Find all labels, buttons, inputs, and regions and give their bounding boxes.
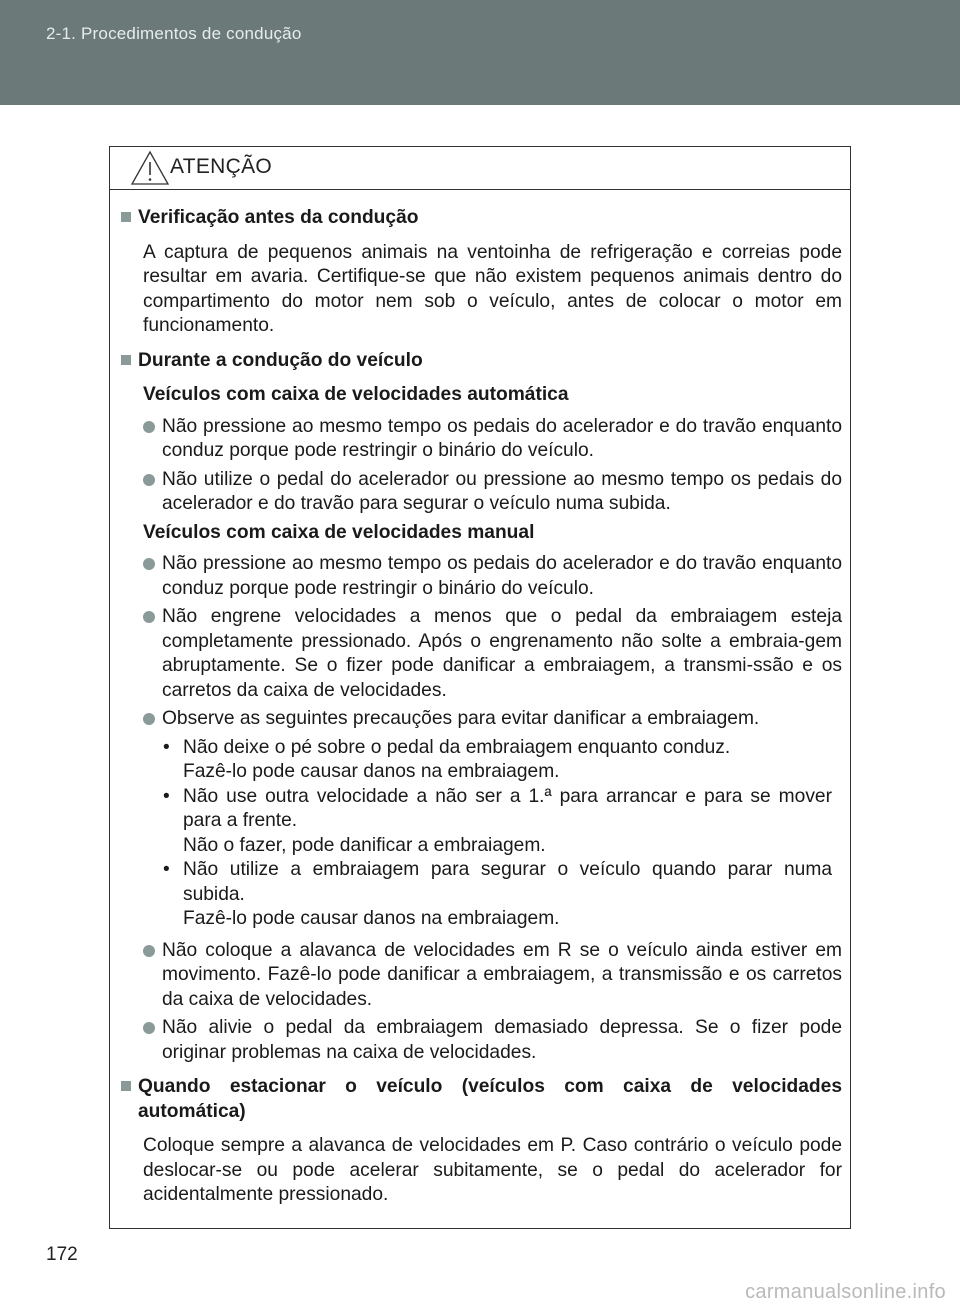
list-item: Não utilize o pedal do acelerador ou pressione ao mesmo tempo os pedais do acelerador e do travão para segurar o veículo numa subida. bbox=[143, 468, 842, 517]
sub-list-item: • Não use outra velocidade a não ser a 1.ª para arrancar e para se mover para a frente. Não o fazer, pode danificar a embraiagem. bbox=[163, 785, 832, 859]
round-bullet-icon bbox=[143, 474, 155, 486]
paragraph: Coloque sempre a alavanca de velocidades em P. Caso contrário o veículo pode deslocar-se ou pode acelerar subitamente, se o pedal do acelerador for acidentalmente pressionado. bbox=[143, 1135, 842, 1205]
section-heading: Verificação antes da condução bbox=[119, 206, 842, 231]
sub-list-item: • Não deixe o pé sobre o pedal da embraiagem enquanto conduz. Fazê-lo pode causar danos na embraiagem. bbox=[163, 736, 832, 785]
list-item: Não coloque a alavanca de velocidades em R se o veículo ainda estiver em movimento. Fazê-lo pode danificar a embraiagem, a transmissão e os carretos da caixa de velocidades. bbox=[143, 939, 842, 1013]
square-bullet-icon bbox=[121, 1081, 131, 1091]
list-item: Não pressione ao mesmo tempo os pedais do acelerador e do travão enquanto conduz porque pode restringir o binário do veículo. bbox=[143, 415, 842, 464]
list-item: Não engrene velocidades a menos que o pedal da embraiagem esteja completamente pressionado. Após o engrenamento não solte a embraia-gem abruptamente. Se o fizer pode danificar a embraiagem, a transmi-ssão e os carretos da caixa de velocidades. bbox=[143, 605, 842, 703]
list-item: Não pressione ao mesmo tempo os pedais do acelerador e do travão enquanto conduz porque pode restringir o binário do veículo. bbox=[143, 552, 842, 601]
warning-content bbox=[110, 190, 850, 1208]
round-bullet-icon bbox=[143, 713, 155, 725]
dot-marker: • bbox=[163, 785, 170, 807]
page-number: 172 bbox=[46, 1244, 78, 1265]
round-bullet-icon bbox=[143, 945, 155, 957]
sub-list-item: • Não utilize a embraiagem para segurar o veículo quando parar numa subida. Fazê-lo pode causar danos na embraiagem. bbox=[163, 858, 832, 932]
list-item: Observe as seguintes precauções para evitar danificar a embraiagem. bbox=[143, 707, 842, 732]
round-bullet-icon bbox=[143, 611, 155, 623]
page-header bbox=[0, 0, 960, 105]
paragraph: A captura de pequenos animais na ventoinha de refrigeração e correias pode resultar em avaria. Certifique-se que não existem pequenos animais dentro do compartimento do motor nem sob o veículo, antes de colocar o motor em funcionamento. bbox=[143, 241, 842, 336]
warning-title: ATENÇÃO bbox=[170, 155, 273, 178]
section-heading: Durante a condução do veículo bbox=[119, 349, 842, 374]
dot-marker: • bbox=[163, 736, 170, 758]
warning-box bbox=[109, 146, 851, 1229]
subheading-manual: Veículos com caixa de velocidades manual bbox=[143, 521, 535, 543]
subheading-automatic: Veículos com caixa de velocidades automática bbox=[143, 384, 569, 405]
round-bullet-icon bbox=[143, 421, 155, 433]
chapter-title: 2-1. Procedimentos de condução bbox=[46, 24, 302, 43]
round-bullet-icon bbox=[143, 558, 155, 570]
dot-marker: • bbox=[163, 859, 170, 880]
section-heading: Quando estacionar o veículo (veículos com caixa de velocidades automática) bbox=[119, 1075, 842, 1124]
watermark: carmanualsonline.info bbox=[745, 1281, 946, 1303]
square-bullet-icon bbox=[121, 212, 131, 222]
warning-triangle-icon bbox=[130, 150, 170, 186]
round-bullet-icon bbox=[143, 1022, 155, 1034]
square-bullet-icon bbox=[121, 355, 131, 365]
list-item: Não alivie o pedal da embraiagem demasiado depressa. Se o fizer pode originar problemas na caixa de velocidades. bbox=[143, 1016, 842, 1065]
warning-box-header bbox=[110, 147, 850, 190]
